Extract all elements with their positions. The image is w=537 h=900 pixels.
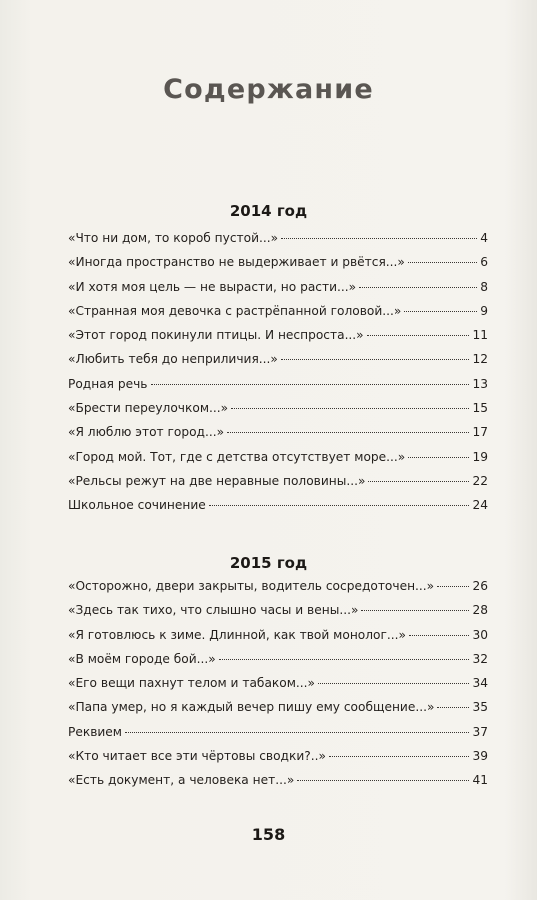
toc-entry [68,652,488,676]
toc-entry-title: «Я готовлюсь к зиме. Длинной, как твой монолог...» [68,627,406,642]
toc-dot-leader [368,481,469,482]
toc-entry-page: 34 [472,676,488,691]
toc-entry [68,628,488,652]
toc-dot-leader [408,262,477,263]
toc-entry [68,255,488,279]
toc-entry-page: 24 [472,498,488,513]
toc-entry-title: «Иногда пространство не выдерживает и рвётся...» [68,255,405,270]
toc-entry-title: Реквием [68,724,123,739]
toc-entry-title: «Осторожно, двери закрыты, водитель сосредоточен...» [68,579,435,593]
toc-dot-leader [219,659,470,660]
toc-dot-leader [151,384,470,385]
toc-entry [68,401,488,425]
toc-entry-page: 9 [480,303,488,318]
toc-entry-page: 32 [472,651,488,666]
toc-entry [68,280,488,304]
section-heading-2014: 2014 год [229,202,308,220]
toc-entry [68,676,488,700]
toc-entry-title: «Что ни дом, то короб пустой...» [68,231,279,245]
toc-entry [68,474,488,498]
toc-entry-page: 39 [472,749,488,764]
toc-dot-leader [209,505,470,506]
toc-entry-page: 41 [472,773,488,788]
toc-entry-page: 26 [472,579,488,593]
toc-dot-leader [318,683,469,684]
toc-list-2014 [68,231,488,523]
toc-dot-leader [227,432,469,433]
toc-entry-title: «Папа умер, но я каждый вечер пишу ему сообщение...» [68,700,435,715]
toc-entry-page: 22 [472,473,488,488]
toc-entry [68,773,488,797]
toc-entry-page: 12 [472,352,488,367]
toc-entry [68,725,488,749]
toc-entry-page: 28 [472,603,488,618]
toc-entry-title: «Рельсы режут на две неравные половины...» [68,473,366,488]
toc-entry-title: «И хотя моя цель — не вырасти, но расти...» [68,279,357,294]
toc-entry-title: «Я люблю этот город...» [68,425,225,440]
toc-entry-title: «Этот город покинули птицы. И неспроста...» [68,328,364,343]
toc-entry-page: 6 [480,255,488,270]
toc-entry-page: 8 [480,279,488,294]
toc-entry-page: 13 [472,376,488,391]
toc-entry-page: 19 [472,449,488,464]
toc-entry-page: 4 [480,231,488,245]
toc-dot-leader [281,359,470,360]
toc-entry-title: «В моём городе бой...» [68,651,216,666]
toc-entry-page: 17 [472,425,488,440]
toc-dot-leader [359,287,477,288]
toc-entry [68,749,488,773]
toc-dot-leader [281,238,477,239]
toc-list-2015 [68,579,488,798]
toc-entry-title: Родная речь [68,376,148,391]
toc-dot-leader [404,311,477,312]
page-title: Содержание [163,74,374,105]
toc-entry-page: 37 [472,724,488,739]
toc-entry [68,328,488,352]
toc-entry-page: 35 [472,700,488,715]
toc-entry-title: «Любить тебя до неприличия...» [68,352,278,367]
toc-entry-title: «Здесь так тихо, что слышно часы и вены...» [68,603,359,618]
toc-dot-leader [367,335,470,336]
toc-entry [68,450,488,474]
toc-entry [68,231,488,255]
toc-entry-title: «Кто читает все эти чёртовы сводки?..» [68,749,326,764]
toc-dot-leader [297,780,469,781]
toc-entry-page: 15 [472,401,488,416]
toc-dot-leader [408,457,469,458]
toc-entry [68,498,488,522]
toc-entry-title: «Брести переулочком...» [68,401,229,416]
toc-entry-title: «Город мой. Тот, где с детства отсутствует море...» [68,449,406,464]
toc-dot-leader [409,635,470,636]
toc-entry [68,377,488,401]
toc-entry-title: «Его вещи пахнут телом и табаком...» [68,676,315,691]
section-heading-2015: 2015 год [229,554,308,572]
toc-dot-leader [437,707,469,708]
toc-dot-leader [329,756,470,757]
toc-entry-title: Школьное сочинение [68,498,206,513]
toc-entry [68,603,488,627]
toc-entry [68,304,488,328]
toc-entry [68,700,488,724]
toc-entry-page: 30 [472,627,488,642]
toc-entry [68,425,488,449]
toc-dot-leader [437,586,469,587]
toc-dot-leader [361,610,469,611]
page-number: 158 [251,825,286,844]
toc-dot-leader [125,732,469,733]
toc-entry-title: «Странная моя девочка с растрёпанной головой...» [68,303,402,318]
toc-entry [68,352,488,376]
toc-dot-leader [231,408,469,409]
toc-entry-page: 11 [472,328,488,343]
toc-entry [68,579,488,603]
toc-entry-title: «Есть документ, а человека нет...» [68,773,295,788]
